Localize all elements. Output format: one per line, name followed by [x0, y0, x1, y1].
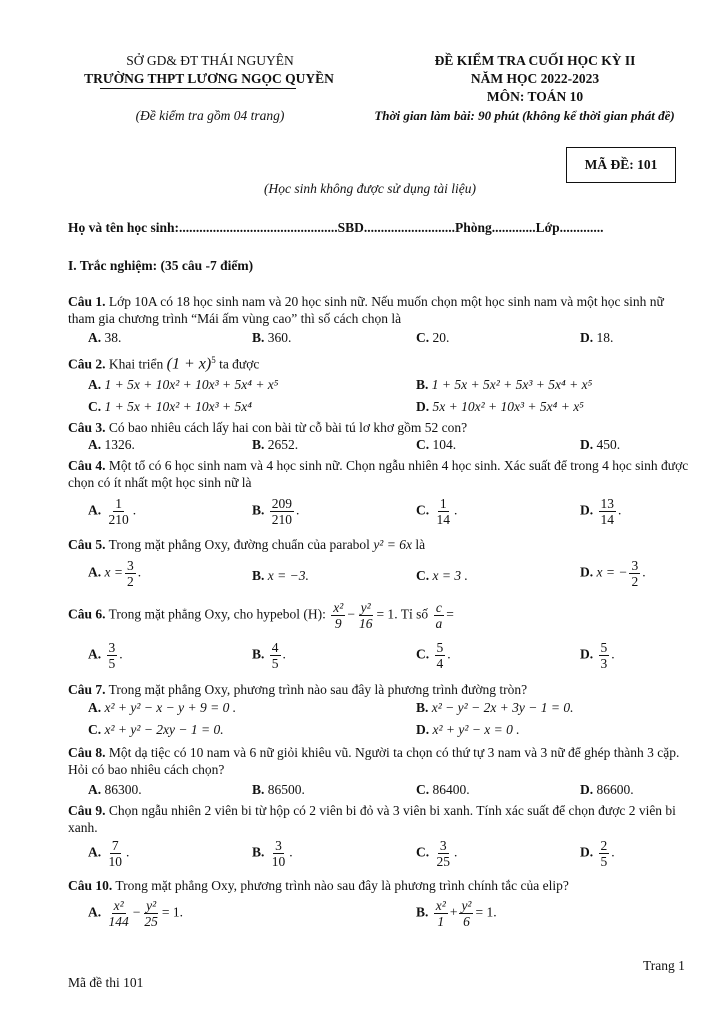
- q9-option-a[interactable]: A. $\frac{7}{10}$ .: [88, 838, 130, 869]
- question-4: Câu 4. Một tổ có 6 học sinh nam và 4 học sinh nữ. Chọn ngẫu nhiên 4 học sinh. Xác suất để trong 4 học sinh được chọn có ít nhất một học sinh nữ là: [68, 458, 689, 490]
- q1-option-d[interactable]: D. 18.: [580, 330, 614, 345]
- q5-option-a[interactable]: A. x = $\frac{3}{2}$ .: [88, 558, 142, 589]
- header-underline: [100, 88, 296, 89]
- question-7: Câu 7. Trong mặt phẳng Oxy, phương trình nào sau đây là phương trình đường tròn?: [68, 682, 528, 697]
- q7-option-b[interactable]: B. x² − y² − 2x + 3y − 1 = 0.: [416, 700, 574, 715]
- question-6: Câu 6. Trong mặt phẳng Oxy, cho hypebol (H): $\frac{\text{x²}}{9}$ − $\frac{\text{y²}}{16}$ = 1. Tỉ số $\frac{c}{a}$ =: [68, 600, 454, 631]
- department: SỞ GD& ĐT THÁI NGUYÊN: [126, 53, 294, 68]
- q2-option-b[interactable]: B. 1 + 5x + 5x² + 5x³ + 5x⁴ + x⁵: [416, 377, 593, 392]
- exam-time: Thời gian làm bài: 90 phút (không kể thời gian phát đề): [374, 108, 675, 123]
- q6-option-d[interactable]: D. $\frac{5}{3}$ .: [580, 640, 615, 671]
- q4-option-a[interactable]: A. $\frac{1}{210}$ .: [88, 496, 137, 527]
- q2-option-a[interactable]: A. 1 + 5x + 10x² + 10x³ + 5x⁴ + x⁵: [88, 377, 279, 392]
- q4-option-c[interactable]: C. $\frac{1}{14}$ .: [416, 496, 458, 527]
- pages-note: (Đề kiểm tra gồm 04 trang): [135, 108, 285, 123]
- subject: MÔN: TOÁN 10: [486, 89, 584, 104]
- section-title: I. Trắc nghiệm: (35 câu -7 điểm): [68, 258, 254, 273]
- q10-option-b[interactable]: B. $\frac{\text{x²}}{1}$ + $\frac{\text{y²}}{6}$ = 1.: [416, 898, 497, 929]
- question-2: Câu 2. Khai triển $(1 + x)^5$ ta được: [68, 355, 260, 373]
- q10-option-a[interactable]: A. $\frac{\text{x²}}{144}$ − $\frac{\text{y²}}{25}$ = 1.: [88, 898, 183, 929]
- q1-option-a[interactable]: A. 38.: [88, 330, 122, 345]
- school-year: NĂM HỌC 2022-2023: [470, 71, 600, 86]
- q6-option-a[interactable]: A. $\frac{3}{5}$ .: [88, 640, 123, 671]
- q5-option-b[interactable]: B. x = −3.: [252, 568, 309, 583]
- question-9: Câu 9. Chọn ngẫu nhiên 2 viên bi từ hộp có 2 viên bi đỏ và 3 viên bi xanh. Tính xác suất để chọn được 2 viên bi xanh.: [68, 803, 676, 835]
- question-1: Câu 1. Lớp 10A có 18 học sinh nam và 20 học sinh nữ. Nếu muốn chọn một học sinh nam và một học sinh nữ tham gia chương trình “Mái ấm vùng cao” thì số cách chọn là: [68, 294, 664, 326]
- q1-option-c[interactable]: C. 20.: [416, 330, 450, 345]
- q5-option-c[interactable]: C. x = 3 .: [416, 568, 468, 583]
- q9-option-d[interactable]: D. $\frac{2}{5}$ .: [580, 838, 615, 869]
- exam-title: ĐỀ KIỂM TRA CUỐI HỌC KỲ II: [434, 53, 636, 68]
- question-10: Câu 10. Trong mặt phẳng Oxy, phương trình nào sau đây là phương trình chính tắc của elip?: [68, 878, 569, 893]
- q8-option-b[interactable]: B. 86500.: [252, 782, 305, 797]
- q9-option-b[interactable]: B. $\frac{3}{10}$ .: [252, 838, 293, 869]
- q3-option-a[interactable]: A. 1326.: [88, 437, 135, 452]
- question-5: Câu 5. Trong mặt phẳng Oxy, đường chuẩn của parabol y² = 6x là: [68, 537, 426, 552]
- q6-option-b[interactable]: B. $\frac{4}{5}$ .: [252, 640, 286, 671]
- q7-option-a[interactable]: A. x² + y² − x − y + 9 = 0 .: [88, 700, 237, 715]
- q7-option-d[interactable]: D. x² + y² − x = 0 .: [416, 722, 520, 737]
- q3-option-c[interactable]: C. 104.: [416, 437, 457, 452]
- q5-option-d[interactable]: D. x = − $\frac{3}{2}$ .: [580, 558, 646, 589]
- q7-option-c[interactable]: C. x² + y² − 2xy − 1 = 0.: [88, 722, 224, 737]
- q8-option-d[interactable]: D. 86600.: [580, 782, 634, 797]
- footer-exam-code: Mã đề thi 101: [68, 975, 144, 990]
- student-info-line: Họ và tên học sinh:...............................................SBD...........................Phòng.............Lớp.............: [68, 220, 604, 235]
- q2-option-d[interactable]: D. 5x + 10x² + 10x³ + 5x⁴ + x⁵: [416, 399, 584, 414]
- q3-option-b[interactable]: B. 2652.: [252, 437, 299, 452]
- q3-option-d[interactable]: D. 450.: [580, 437, 621, 452]
- q8-option-a[interactable]: A. 86300.: [88, 782, 142, 797]
- question-3: Câu 3. Có bao nhiêu cách lấy hai con bài từ cỗ bài tú lơ khơ gồm 52 con?: [68, 420, 468, 435]
- school-name: TRƯỜNG THPT LƯƠNG NGỌC QUYỀN: [84, 71, 334, 86]
- q4-option-d[interactable]: D. $\frac{13}{14}$ .: [580, 496, 622, 527]
- no-materials-note: (Học sinh không được sử dụng tài liệu): [263, 181, 477, 196]
- q9-option-c[interactable]: C. $\frac{3}{25}$ .: [416, 838, 458, 869]
- q8-option-c[interactable]: C. 86400.: [416, 782, 470, 797]
- exam-code-box: MÃ ĐỀ: 101: [566, 147, 676, 183]
- page-number: Trang 1: [643, 958, 685, 973]
- q1-option-b[interactable]: B. 360.: [252, 330, 292, 345]
- q4-option-b[interactable]: B. $\frac{209}{210}$ .: [252, 496, 300, 527]
- q2-option-c[interactable]: C. 1 + 5x + 10x² + 10x³ + 5x⁴: [88, 399, 252, 414]
- q6-option-c[interactable]: C. $\frac{5}{4}$ .: [416, 640, 451, 671]
- question-8: Câu 8. Một dạ tiệc có 10 nam và 6 nữ giỏi khiêu vũ. Người ta chọn có thứ tự 3 nam và 3 nữ để ghép thành 3 cặp. Hỏi có bao nhiêu cách chọn?: [68, 745, 680, 777]
